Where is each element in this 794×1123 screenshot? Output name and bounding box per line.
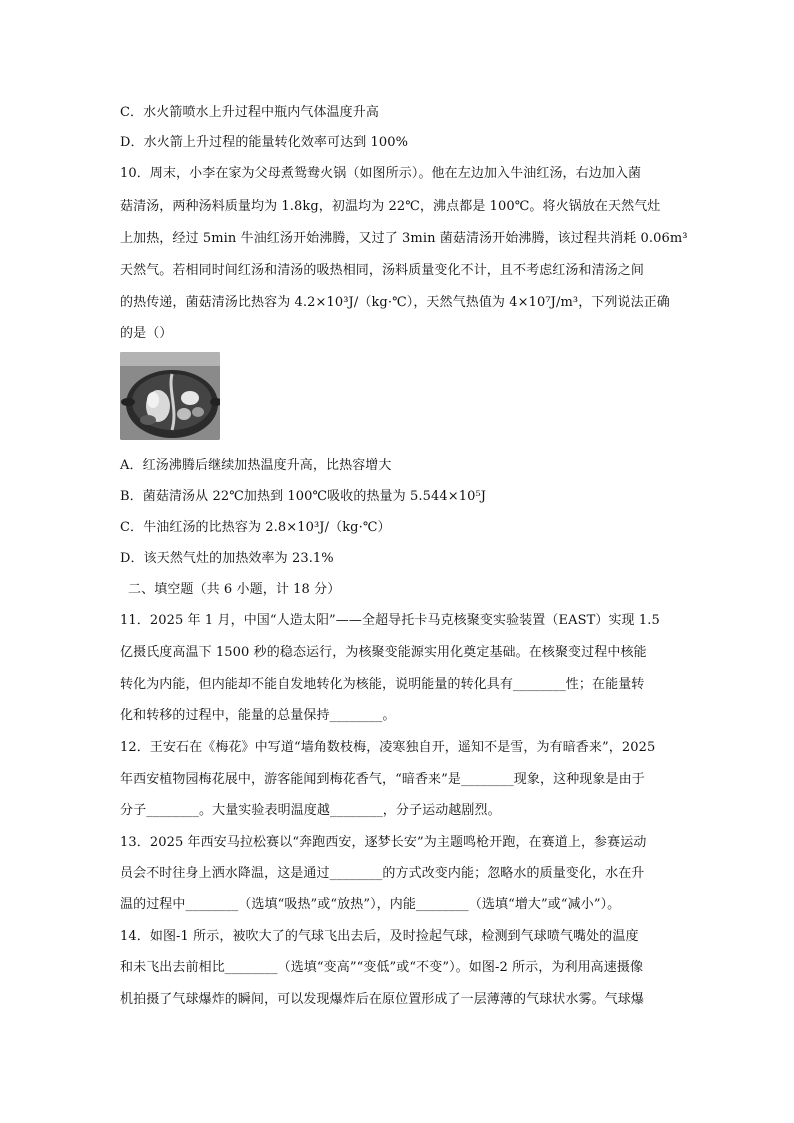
- q14-line-1: 14．如图-1 所示，被吹大了的气球飞出去后，及时捡起气球，检测到气球喷气嘴处的温度: [120, 929, 639, 944]
- q11-line-2: 亿摄氏度高温下 1500 秒的稳态运行，为核聚变能源实用化奠定基础。在核聚变过程中核能: [120, 645, 647, 660]
- q12-line-3: 分子________。大量实验表明温度越________，分子运动越剧烈。: [120, 803, 501, 818]
- q9-option-d: D．水火箭上升过程的能量转化效率可达到 100%: [120, 135, 409, 150]
- q13-line-2: 员会不时往身上洒水降温，这是通过________的方式改变内能；忽略水的质量变化，水在升: [120, 866, 645, 881]
- section-heading: 二、填空题（共 6 小题，计 18 分）: [128, 582, 341, 597]
- q12-line-1: 12．王安石在《梅花》中写道“墙角数枝梅，凌寒独自开，遥知不是雪，为有暗香来”，2025: [120, 740, 656, 755]
- q10-line-5: 的热传递，菌菇清汤比热容为 4.2×10³J/（kg·℃），天然气热值为 4×10⁷J/m³，下列说法正确: [120, 295, 670, 310]
- q11-line-3: 转化为内能，但内能却不能自发地转化为核能，说明能量的转化具有________性；在能量转: [120, 677, 645, 692]
- q10-option-d: D．该天然气灶的加热效率为 23.1%: [120, 551, 334, 566]
- q10-line-4: 天然气。若相同时间红汤和清汤的吸热相同，汤料质量变化不计，且不考虑红汤和清汤之间: [120, 263, 645, 278]
- q10-line-6: 的是（）: [120, 326, 173, 341]
- q10-line-1: 10．周末，小李在家为父母煮鸳鸯火锅（如图所示）。他在左边加入牛油红汤，右边加入菌: [120, 166, 642, 181]
- q14-line-3: 机拍摄了气球爆炸的瞬间，可以发现爆炸后在原位置形成了一层薄薄的气球状水雾。气球爆: [120, 992, 645, 1007]
- q13-line-3: 温的过程中________（选填“吸热”或“放热”），内能________（选填“增大”或“减小”）。: [120, 897, 621, 912]
- q10-option-b: B．菌菇清汤从 22℃加热到 100℃吸收的热量为 5.544×10⁵J: [120, 489, 487, 504]
- q13-line-1: 13．2025 年西安马拉松赛以“奔跑西安，逐梦长安”为主题鸣枪开跑，在赛道上，参赛运动: [120, 835, 647, 850]
- q12-line-2: 年西安植物园梅花展中，游客能闻到梅花香气，“暗香来”是________现象，这种现象是由于: [120, 772, 645, 787]
- q10-option-a: A．红汤沸腾后继续加热温度升高，比热容增大: [120, 458, 392, 473]
- hotpot-illustration: [120, 352, 220, 440]
- q11-line-1: 11．2025 年 1 月，中国“人造太阳”——全超导托卡马克核聚变实验装置（EAST）实现 1.5: [120, 613, 660, 628]
- q10-line-3: 上加热，经过 5min 牛油红汤开始沸腾，又过了 3min 菌菇清汤开始沸腾，该过程共消耗 0.06m³: [120, 231, 688, 246]
- q11-line-4: 化和转移的过程中，能量的总量保持________。: [120, 708, 396, 723]
- hotpot-image: [120, 352, 220, 440]
- q9-option-c: C．水火箭喷水上升过程中瓶内气体温度升高: [120, 105, 379, 120]
- q10-line-2: 菇清汤，两种汤料质量均为 1.8kg，初温均为 22℃，沸点都是 100℃。将火锅放在天然气灶: [120, 199, 661, 214]
- q14-line-2: 和未飞出去前相比________（选填“变高”“变低”或“不变”）。如图-2 所示，为利用高速摄像: [120, 960, 644, 975]
- q10-option-c: C．牛油红汤的比热容为 2.8×10³J/（kg·℃）: [120, 520, 391, 535]
